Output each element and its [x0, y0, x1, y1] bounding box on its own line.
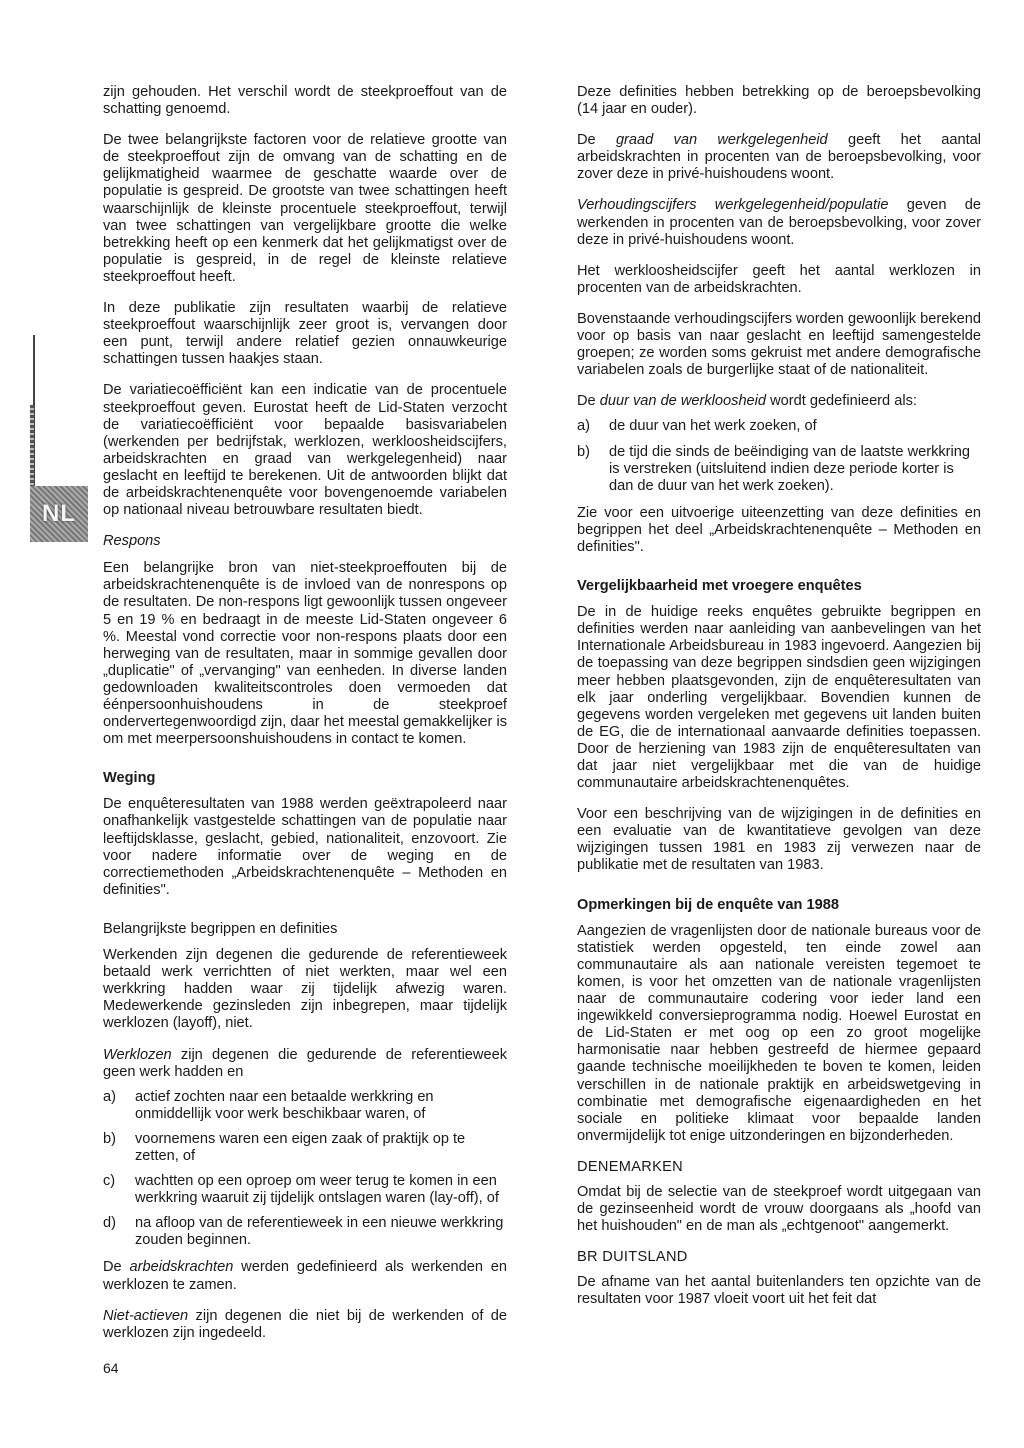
- list-label: b): [103, 1130, 116, 1147]
- list-label: a): [577, 418, 590, 435]
- paragraph: [103, 1308, 507, 1342]
- section-heading-denemarken: DENEMARKEN: [577, 1158, 683, 1175]
- left-column: [103, 84, 507, 1356]
- language-badge-label: NL: [42, 500, 76, 527]
- werklozen-criteria-list: [103, 1089, 507, 1250]
- margin-rule-shaded: [30, 405, 34, 495]
- paragraph-text: zijn degenen die niet bij de werkenden of de werklozen zijn ingedeeld.: [103, 1307, 507, 1341]
- list-label: c): [103, 1173, 116, 1190]
- section-heading-vergelijkbaarheid: Vergelijkbaarheid met vroegere enquêtes: [577, 578, 862, 595]
- paragraph: De in de huidige reeks enquêtes gebruikte begrippen en definities werden naar aanleiding van aanbevelingen van het Internationale Arbeidsbureau in 1983 ingevoerd. Aangezien bij de toepassing van deze begrippen sindsdien geen wijzigingen meer hebben plaatsgevonden, zijn de enquêteresultaten van elk jaar onderling vergelijkbaar. Bovendien kunnen de gegevens worden vergeleken met gegevens uit landen buiten de EG, die de internationaal aanvaarde definities toepassen. Door de herziening van 1983 zijn de enquêteresultaten van dat jaar niet vergelijkbaar met die van de huidige communautaire arbeidskrachtenenquêtes.: [577, 604, 981, 792]
- paragraph: Aangezien de vragenlijsten door de nationale bureaus voor de statistiek werden opgesteld, ten einde zowel aan communautaire als aan nationale vereisten tegemoet te komen, is voor het omzetten van de nationale vragenlijsten naar de communautaire codering voor ieder land een ingewikkeld conversieprogramma nodig. Hoewel Eurostat en de Lid-Staten er met oog op een zo groot mogelijke harmonisatie naar hebben gestreefd de hiermee gepaard gaande technische moeilijkheden te boven te komen, leiden verschillen in de nationale praktijk en arbeidswetgeving in combinatie met demografische eigenaardigheden en het sociale en politieke klimaat voor bepaalde landen onvermijdelijk tot enige uitzonderingen en bijzonderheden.: [577, 922, 981, 1144]
- paragraph: In deze publikatie zijn resultaten waarbij de relatieve steekproeffout waarschijnlijk zeer groot is, vervangen door een punt, terwijl andere relatief gezien onnauwkeurige schattingen tussen haakjes staan.: [103, 300, 507, 368]
- list-item: [103, 1131, 507, 1165]
- term-duur: duur van de werkloosheid: [599, 393, 767, 410]
- section-heading-opmerkingen: Opmerkingen bij de enquête van 1988: [577, 896, 839, 913]
- paragraph: [577, 132, 981, 183]
- paragraph-text: De: [577, 132, 616, 149]
- term-graad: graad van werkgelegenheid: [615, 132, 828, 149]
- paragraph-text: zijn degenen die gedurende de referentieweek geen werk hadden en: [103, 1046, 507, 1080]
- paragraph-text: De: [103, 1259, 130, 1276]
- term-arbeidskrachten: arbeidskrachten: [129, 1259, 234, 1276]
- duur-criteria-list: [577, 418, 981, 494]
- paragraph: zijn gehouden. Het verschil wordt de steekproeffout van de schatting genoemd.: [103, 84, 507, 118]
- paragraph-text: werden gedefinieerd als werkenden en werklozen te zamen.: [103, 1259, 507, 1293]
- list-label: a): [103, 1088, 116, 1105]
- list-item: [577, 444, 981, 495]
- paragraph: [103, 1259, 507, 1293]
- paragraph: [577, 197, 981, 248]
- paragraph: Een belangrijke bron van niet-steekproeffouten bij de arbeidskrachtenenquête is de invloed van de nonrespons op de resultaten. De non-respons ligt gewoonlijk tussen ongeveer 5 en 19 % en bedraagt in de meeste Lid-Staten ongeveer 6 %. Meestal vond correctie voor non-respons plaats door een herweging van de resultaten, maar in sommige gevallen door „duplicatie" of „vervanging" van eenheden. In diverse landen gedownloaden kwaliteitscontroles doen vermoeden dat éénpersoonhuishoudens in de steekproef ondervertegenwoordigd zijn, daar het meestal gemakkelijker is om met meerpersoonshuishoudens in contact te komen.: [103, 560, 507, 748]
- paragraph-text: geven de werkenden in procenten van de beroepsbevolking, voor zover deze in privé-huishoudens woont.: [577, 197, 981, 248]
- paragraph: De variatiecoëfficiënt kan een indicatie van de procentuele steekproeffout geven. Eurostat heeft de Lid-Staten verzocht de variatiecoëfficiënt voor bepaalde basisvariabelen (werkenden per bedrijfstak, werklozen, werkloosheidscijfers, arbeidskrachten en graad van werkgelegenheid) naar geslacht en leeftijd te berekenen. Uit de antwoorden blijkt dat de arbeidskrachtenenquête voor bovengenoemde variabelen op nationaal niveau betrouwbare resultaten biedt.: [103, 382, 507, 519]
- paragraph: [103, 1047, 507, 1081]
- section-heading-begrippen: Belangrijkste begrippen en definities: [103, 920, 338, 937]
- language-badge: [30, 486, 88, 542]
- list-text: de tijd die sinds de beëindiging van de laatste werkkring is verstreken (uitsluitend indien deze periode korter is dan de duur van het werk zoeken).: [609, 443, 971, 494]
- list-text: actief zochten naar een betaalde werkkring en onmiddellijk voor werk beschikbaar waren, of: [135, 1088, 434, 1122]
- list-text: na afloop van de referentieweek in een nieuwe werkkring zouden beginnen.: [135, 1215, 504, 1249]
- paragraph-text: De: [577, 393, 600, 410]
- page-number: 64: [103, 1360, 119, 1376]
- paragraph: Voor een beschrijving van de wijzigingen in de definities en een evaluatie van de kwantitatieve gevolgen van deze wijzigingen tussen 1981 en 1983 zij verwezen naar de publikatie met de resultaten van 1983.: [577, 806, 981, 874]
- paragraph: Werkenden zijn degenen die gedurende de referentieweek betaald werk verrichtten of niet werkten, maar wel een werkkring hadden waar zij tijdelijk afwezig waren. Medewerkende gezinsleden zijn inbegrepen, maar tijdelijk werklozen (layoff), niet.: [103, 947, 507, 1032]
- list-item: [577, 418, 981, 435]
- section-heading-duitsland: BR DUITSLAND: [577, 1249, 688, 1266]
- section-heading-weging: Weging: [103, 770, 156, 787]
- term-verhoudingscijfers: Verhoudingscijfers werkgelegenheid/populatie: [577, 197, 889, 214]
- list-text: de duur van het werk zoeken, of: [609, 418, 817, 435]
- list-item: [103, 1215, 507, 1249]
- term-werklozen: Werklozen: [103, 1046, 172, 1063]
- paragraph: Het werkloosheidscijfer geeft het aantal werklozen in procenten van de arbeidskrachten.: [577, 262, 981, 296]
- section-heading-respons: Respons: [103, 533, 161, 550]
- paragraph: De afname van het aantal buitenlanders ten opzichte van de resultaten voor 1987 vloeit voort uit het feit dat: [577, 1274, 981, 1308]
- paragraph: De twee belangrijkste factoren voor de relatieve grootte van de steekproeffout zijn de omvang van de schatting en de gelijkmatigheid waarmee de geschatte waarde over de populatie is gespreid. De grootste van twee schattingen heeft waarschijnlijk de kleinste procentuele steekproeffout, terwijl van twee schattingen van vergelijkbare grootte die welke betrekking heeft op een kenmerk dat het gelijkmatigst over de populatie is gespreid, in de regel de kleinste relatieve steekproeffout heeft.: [103, 132, 507, 285]
- term-niet-actieven: Niet-actieven: [103, 1307, 189, 1324]
- paragraph: De enquêteresultaten van 1988 werden geëxtrapoleerd naar onafhankelijk vastgestelde schattingen van de populatie naar leeftijdsklasse, geslacht, gebied, nationaliteit, enzovoort. Zie voor nadere informatie over de weging en de correctiemethoden „Arbeidskrachtenenquête – Methoden en definities".: [103, 796, 507, 898]
- list-text: voornemens waren een eigen zaak of praktijk op te zetten, of: [135, 1130, 466, 1164]
- list-item: [103, 1089, 507, 1123]
- paragraph: [577, 393, 981, 410]
- paragraph: Bovenstaande verhoudingscijfers worden gewoonlijk berekend voor op basis van naar geslacht en leeftijd samengestelde groepen; ze worden soms gekruist met andere demografische variabelen zoals de burgerlijke staat of de nationaliteit.: [577, 310, 982, 379]
- paragraph-text: wordt gedefinieerd als:: [766, 393, 917, 410]
- list-label: d): [103, 1215, 116, 1232]
- paragraph: Omdat bij de selectie van de steekproef wordt uitgegaan van de gezinseenheid wordt de vrouw doorgaans als „hoofd van het huishouden" en de man als „echtgenoot" aangemerkt.: [577, 1183, 981, 1235]
- list-label: b): [577, 443, 590, 460]
- paragraph-text: geeft het aantal arbeidskrachten in procenten van de beroepsbevolking, voor zover deze in privé-huishoudens woont.: [577, 132, 982, 183]
- list-item: [103, 1173, 507, 1207]
- paragraph: Zie voor een uitvoerige uiteenzetting van deze definities en begrippen het deel „Arbeidskrachtenenquête – Methoden en definities".: [577, 504, 981, 555]
- list-text: wachtten op een oproep om weer terug te komen in een werkkring waaruit zij tijdelijk ontslagen waren (lay-off), of: [135, 1173, 499, 1207]
- right-column: [577, 84, 981, 1323]
- paragraph: Deze definities hebben betrekking op de beroepsbevolking (14 jaar en ouder).: [577, 84, 981, 118]
